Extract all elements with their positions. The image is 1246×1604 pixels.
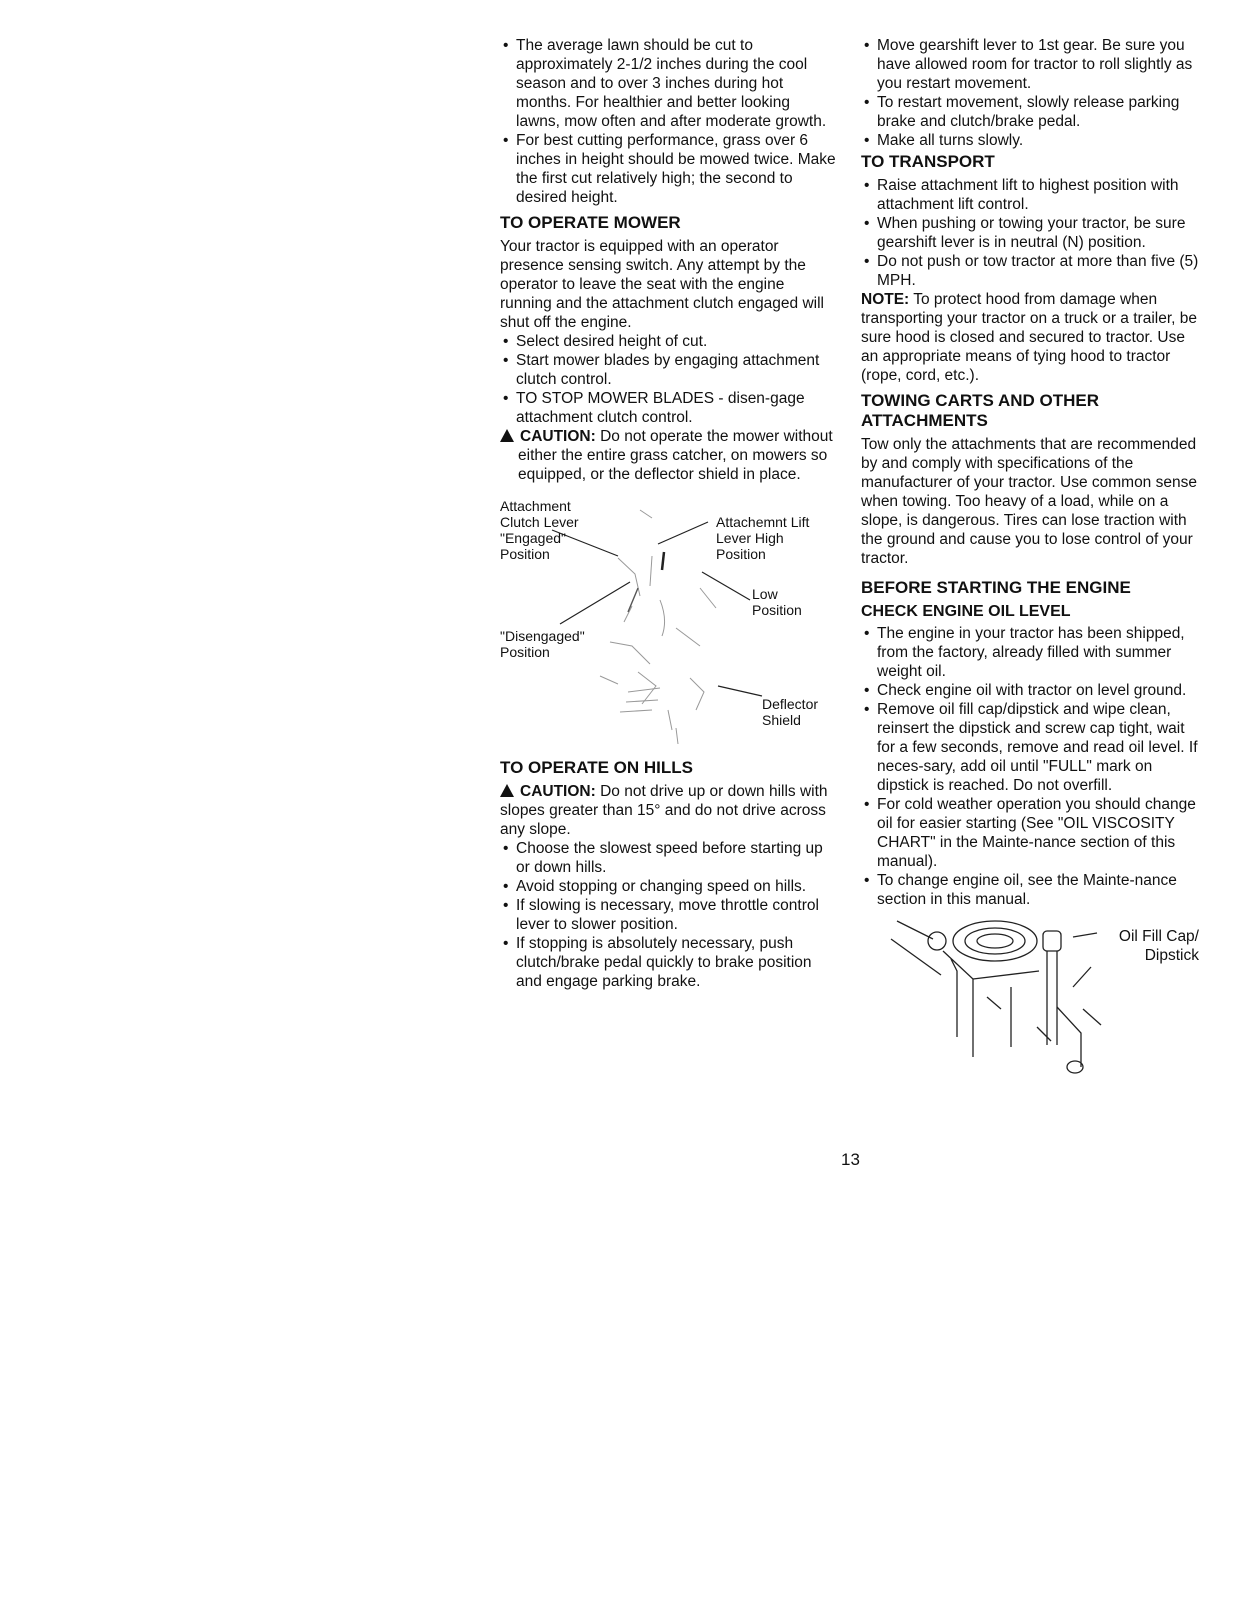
section-heading-before-starting: BEFORE STARTING THE ENGINE bbox=[861, 578, 1131, 597]
transport-note bbox=[861, 290, 1206, 385]
list-item: • If stopping is absolutely necessary, push clutch/brake pedal quickly to brake position and engage parking brake. bbox=[500, 934, 838, 991]
hills-caution bbox=[500, 782, 838, 839]
list-item: • Move gearshift lever to 1st gear. Be sure you have allowed room for tractor to roll slightly as you restart movement. bbox=[861, 36, 1206, 93]
clutch-lever-engaged-label: Attachment Clutch Lever "Engaged" Position bbox=[500, 498, 579, 562]
disengaged-position-label: "Disengaged" Position bbox=[500, 628, 585, 660]
intro-bullet-list bbox=[500, 36, 838, 207]
lift-lever-high-label: Attachemnt Lift Lever High Position bbox=[716, 514, 810, 562]
list-item: • TO STOP MOWER BLADES - disen-gage attachment clutch control. bbox=[500, 389, 838, 427]
page-number: 13 bbox=[841, 1150, 860, 1169]
note-label: NOTE: bbox=[861, 291, 910, 308]
list-item: • When pushing or towing your tractor, be sure gearshift lever is in neutral (N) position. bbox=[861, 214, 1206, 252]
note-text: To protect hood from damage when transporting your tractor on a truck or a trailer, be sure hood is closed and secured to tractor. Use an appropriate means of tying hood to tractor (rope, cord, etc.). bbox=[861, 291, 1197, 384]
right-column bbox=[861, 36, 1206, 1077]
list-item: • To change engine oil, see the Mainte-nance section in this manual. bbox=[861, 871, 1206, 909]
section-heading-towing: TOWING CARTS AND OTHER ATTACHMENTS bbox=[861, 391, 1099, 430]
section-heading-operate-hills: TO OPERATE ON HILLS bbox=[500, 758, 693, 777]
section-heading-transport: TO TRANSPORT bbox=[861, 152, 995, 171]
restart-bullet-list bbox=[861, 36, 1206, 150]
list-item: • The average lawn should be cut to approximately 2-1/2 inches during the cool season and to over 3 inches during hot months. For healthier and better looking lawns, mow often and after moderate growth. bbox=[500, 36, 838, 131]
list-item: • The engine in your tractor has been shipped, from the factory, already filled with summer weight oil. bbox=[861, 624, 1206, 681]
section-heading-operate-mower: TO OPERATE MOWER bbox=[500, 213, 681, 232]
mower-caution bbox=[500, 427, 838, 484]
list-item: • Choose the slowest speed before starting up or down hills. bbox=[500, 839, 838, 877]
list-item: • Raise attachment lift to highest position with attachment lift control. bbox=[861, 176, 1206, 214]
caution-text: Do not operate the mower without either the entire grass catcher, on mowers so equipped, or the deflector shield in place. bbox=[518, 428, 833, 483]
attachment-lever-figure bbox=[500, 496, 838, 756]
caution-label: CAUTION: bbox=[520, 428, 596, 445]
warning-icon bbox=[500, 784, 514, 797]
engine-bullet-list bbox=[861, 624, 1206, 909]
subheading-check-oil: CHECK ENGINE OIL LEVEL bbox=[861, 603, 1071, 620]
caution-label: CAUTION: bbox=[520, 783, 596, 800]
list-item: • Select desired height of cut. bbox=[500, 332, 838, 351]
deflector-shield-label: Deflector Shield bbox=[762, 696, 819, 728]
list-item: • If slowing is necessary, move throttle control lever to slower position. bbox=[500, 896, 838, 934]
list-item: • For cold weather operation you should change oil for easier starting (See "OIL VISCOSITY CHART" in the Mainte-nance section of this manual). bbox=[861, 795, 1206, 871]
caution-text: Do not drive up or down hills with slopes greater than 15° and do not drive across any slope. bbox=[500, 783, 828, 838]
mower-bullet-list bbox=[500, 332, 838, 427]
hills-bullet-list bbox=[500, 839, 838, 991]
list-item: • Avoid stopping or changing speed on hills. bbox=[500, 877, 838, 896]
list-item: • To restart movement, slowly release parking brake and clutch/brake pedal. bbox=[861, 93, 1206, 131]
left-column bbox=[500, 36, 838, 991]
mower-paragraph: Your tractor is equipped with an operator presence sensing switch. Any attempt by the operator to leave the seat with the engine running and the attachment clutch engaged will shut off the engine. bbox=[500, 238, 824, 331]
list-item: • Make all turns slowly. bbox=[861, 131, 1206, 150]
towing-paragraph: Tow only the attachments that are recommended by and comply with specifications of the manufacturer of your tractor. Use common sense when towing. Too heavy of a load, while on a slope, is dangerous. Tires can lose traction with the ground and cause you to lose control of your tractor. bbox=[861, 436, 1197, 567]
list-item: • For best cutting performance, grass over 6 inches in height should be mowed twice. Make the first cut relatively high; the second to desired height. bbox=[500, 131, 838, 207]
list-item: • Start mower blades by engaging attachment clutch control. bbox=[500, 351, 838, 389]
low-position-label: Low Position bbox=[752, 586, 802, 618]
list-item: • Do not push or tow tractor at more than five (5) MPH. bbox=[861, 252, 1206, 290]
warning-icon bbox=[500, 429, 514, 442]
oil-fill-cap-label: Oil Fill Cap/ Dipstick bbox=[1118, 928, 1199, 964]
transport-bullet-list bbox=[861, 176, 1206, 290]
oil-fill-cap-figure bbox=[861, 917, 1206, 1077]
list-item: • Check engine oil with tractor on level ground. bbox=[861, 681, 1206, 700]
list-item: • Remove oil fill cap/dipstick and wipe clean, reinsert the dipstick and screw cap tight, wait for a few seconds, remove and read oil level. If neces-sary, add oil until "FULL" mark on dipstick is reached. Do not overfill. bbox=[861, 700, 1206, 795]
